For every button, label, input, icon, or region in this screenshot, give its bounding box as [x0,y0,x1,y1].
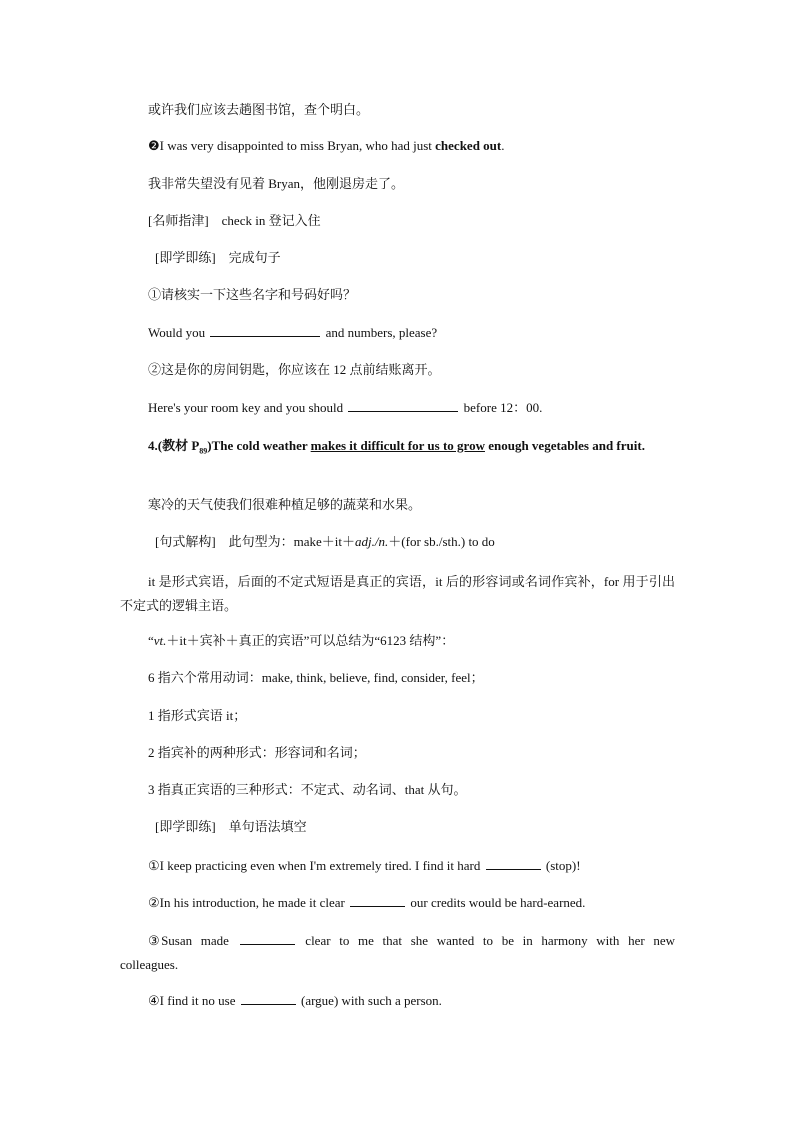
exercise-text: ④I find it no use [148,993,239,1008]
exercise-text: ①I keep practicing even when I'm extremely tired. I find it hard [148,858,484,873]
exercise-text-end: clear to me that she wanted to be in harmony with her new colleagues. [120,933,675,972]
sentence-text: )The cold weather [207,438,311,453]
rule-1: 1 指形式宾语 it； [148,708,247,723]
exercise-prompt-1: ①请核实一下这些名字和号码好吗？ [148,287,357,302]
vt-italic: vt. [153,633,167,648]
answer-blank[interactable] [241,990,296,1005]
analysis-italic: adj./n. [355,534,389,549]
exercise-text-end: and numbers, please? [322,325,438,340]
teacher-tip: [名师指津] check in 登记入住 [148,213,321,228]
circled-number-icon: ❷ [148,138,160,153]
practice-heading-1: [即学即练] 完成句子 [155,250,281,265]
key-structure: makes it difficult for us to grow [310,438,485,453]
exercise-text: ③Susan made [148,933,238,948]
answer-blank[interactable] [240,930,295,945]
exercise-text-end: (argue) with such a person. [297,993,442,1008]
exercise-prompt-2: ②这是你的房间钥匙，你应该在 12 点前结账离开。 [148,362,441,377]
answer-blank[interactable] [348,397,458,412]
example-sentence-2 [148,136,505,156]
textbook-sentence-4 [120,434,675,458]
grammar-item-4 [148,990,442,1011]
sentence-prefix: 4.(教材 P [148,438,200,453]
summary-structure [148,631,454,651]
exercise-text-end: before 12：00. [460,400,543,415]
exercise-text: Here's your room key and you should [148,400,347,415]
exercise-text-end: (stop)! [542,858,581,873]
quote-open: “ [148,633,154,648]
analysis-text-end: ＋(for sb./sth.) to do [388,534,495,549]
example-translation-2: 我非常失望没有见着 Bryan，他刚退房走了。 [148,176,405,191]
page-subscript: 89 [199,446,208,456]
structure-analysis [155,532,495,552]
practice-heading-2: [即学即练] 单句语法填空 [155,819,307,834]
analysis-text: [句式解构] 此句型为：make＋it＋ [155,534,356,549]
answer-blank[interactable] [210,322,320,337]
exercise-item-2 [148,397,542,418]
exercise-text: Would you [148,325,209,340]
answer-blank[interactable] [350,892,405,907]
grammar-item-3 [120,929,675,977]
rule-6: 6 指六个常用动词：make, think, believe, find, consider, feel； [148,670,484,685]
summary-text: ＋it＋宾补＋真正的宾语”可以总结为“6123 结构”： [166,633,455,648]
key-phrase: checked out [435,138,502,153]
paragraph-translation-1: 或许我们应该去趟图书馆，查个明白。 [148,102,370,117]
sentence-translation-4: 寒冷的天气使我们很难种植足够的蔬菜和水果。 [148,497,422,512]
rule-2: 2 指宾补的两种形式：形容词和名词； [148,745,366,760]
grammar-item-2 [148,892,585,913]
grammar-item-1 [148,855,581,876]
sentence-text: I was very disappointed to miss Bryan, who had just [159,138,436,153]
explanation-paragraph: it 是形式宾语，后面的不定式短语是真正的宾语，it 后的形容词或名词作宾补，for 用于引出不定式的逻辑主语。 [120,574,675,613]
exercise-item-1 [148,322,437,343]
rule-3: 3 指真正宾语的三种形式：不定式、动名词、that 从句。 [148,782,467,797]
exercise-text-end: our credits would be hard-earned. [407,895,586,910]
exercise-text: ②In his introduction, he made it clear [148,895,349,910]
sentence-end: enough vegetables and fruit. [484,438,645,453]
answer-blank[interactable] [486,855,541,870]
sentence-end: . [501,138,505,153]
